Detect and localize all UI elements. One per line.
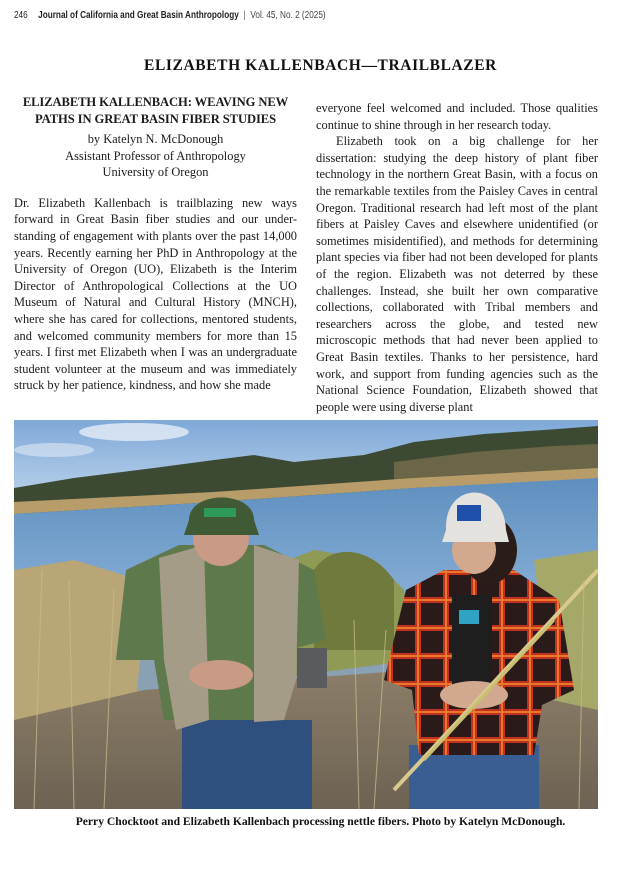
journal-title: Journal of California and Great Basin Anthropology bbox=[38, 10, 239, 21]
cloud bbox=[14, 443, 94, 457]
cloud bbox=[79, 423, 189, 441]
header-separator: | bbox=[243, 10, 246, 21]
body-paragraph: Elizabeth took on a big challenge for her dissertation: studying the deep history of plant fiber technology in the northern Great Basin, with a focus on the remarkable textiles from the Paisley Caves in central Oregon. Traditional research had left most of the plant fibers at Paisley Caves and elsewhere unidentified (or sometimes misidentified), and methods for determining plant species via fiber had not been developed for plants of the region. Elizabeth was not deterred by these challenges. Instead, she built her own comparative collections, collaborated with Tribal members and researchers across the globe, and tested new microscopic methods that had never been applied to Great Basin textiles. Thanks to her persistence, hard work, and support from funding agencies such as the National Science Foundation, Elizabeth showed that people were using diverse plant bbox=[316, 134, 598, 414]
hands bbox=[189, 660, 253, 690]
photo bbox=[14, 420, 598, 809]
cap-patch bbox=[457, 505, 481, 521]
page-number: 246 bbox=[14, 10, 28, 21]
jeans bbox=[182, 720, 312, 809]
body-paragraph: everyone feel welcomed and included. Those qualities continue to shine through in her research today. bbox=[316, 101, 598, 132]
volume-issue: Vol. 45, No. 2 (2025) bbox=[250, 10, 326, 21]
article-title-line: PATHS IN GREAT BASIN FIBER STUDIES bbox=[35, 111, 276, 126]
running-head bbox=[14, 10, 326, 21]
left-column bbox=[14, 94, 297, 394]
author-institution: University of Oregon bbox=[102, 165, 209, 180]
author-position: Assistant Professor of Anthropology bbox=[65, 148, 246, 163]
shirt-graphic bbox=[459, 610, 479, 624]
byline bbox=[14, 131, 297, 181]
photo-illustration bbox=[14, 420, 598, 809]
rock bbox=[297, 648, 327, 688]
article-title-line: ELIZABETH KALLENBACH: WEAVING NEW bbox=[22, 95, 289, 109]
right-column bbox=[316, 100, 598, 415]
author-name: by Katelyn N. McDonough bbox=[87, 132, 224, 146]
cap-logo bbox=[204, 508, 236, 517]
article-title bbox=[14, 94, 297, 127]
section-title: ELIZABETH KALLENBACH—TRAILBLAZER bbox=[144, 57, 497, 74]
photo-caption: Perry Chocktoot and Elizabeth Kallenbach processing nettle fibers. Photo by Katelyn McDonough. bbox=[75, 815, 566, 828]
body-paragraph: Dr. Elizabeth Kallenbach is trailblazing new ways forward in Great Basin fiber studies and our under-standing of engagement with plants over the past 14,000 years. Recently earning her PhD in Anthropology at the University of Oregon (UO), Elizabeth is the Interim Director of Anthropological Collections at the UO Museum of Natural and Cultural History (MNCH), where she has cared for collections, mentored students, and welcomed community members for more than 15 years. I first met Elizabeth when I was an undergraduate student volunteer at the museum and was immediately struck by her patience, kindness, and how she made bbox=[14, 195, 297, 393]
